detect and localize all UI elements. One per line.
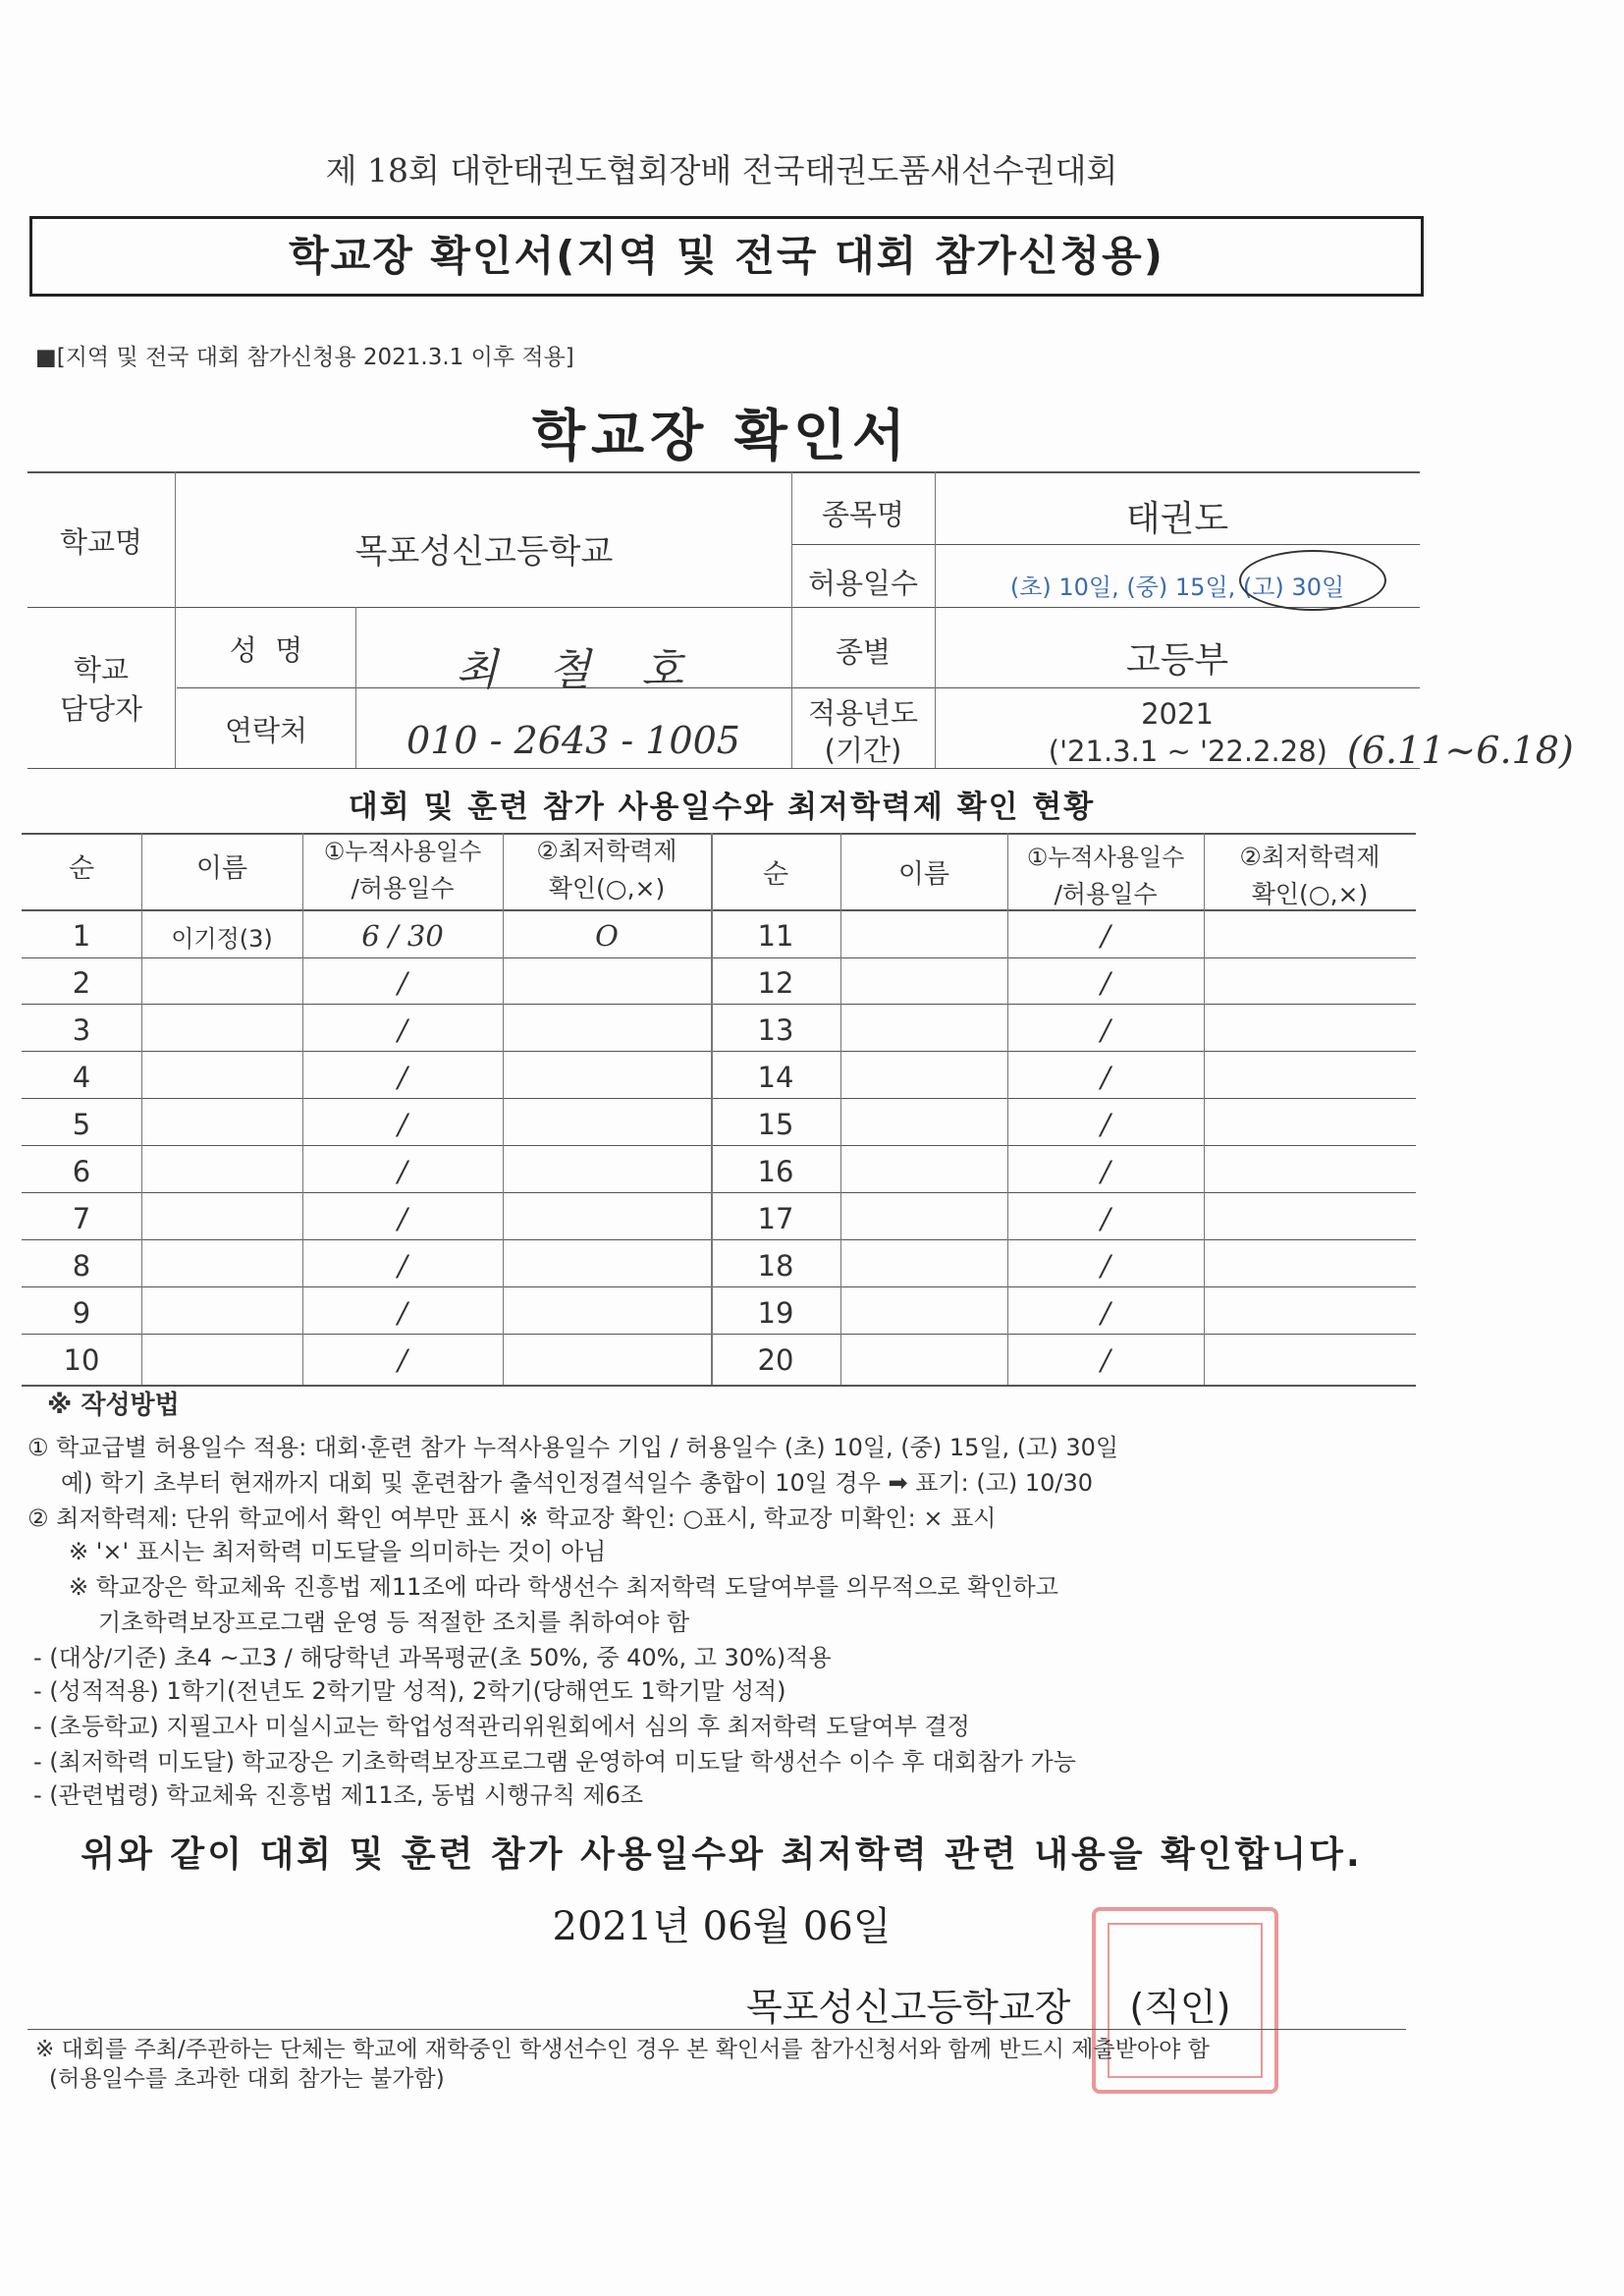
row-number: 5 [72, 1108, 91, 1141]
handwritten-period: (6.11~6.18) [1347, 729, 1574, 772]
row-number: 14 [757, 1061, 794, 1094]
header-days-right-1: ①누적사용일수 [1026, 844, 1185, 871]
row-number: 18 [757, 1249, 794, 1283]
header-days-left-1: ①누적사용일수 [323, 838, 482, 865]
guide-line: - (최저학력 미도달) 학교장은 기초학력보장프로그램 운영하여 미도달 학생선수 이수 후 대회참가 가능 [33, 1748, 1076, 1776]
row-days-used: / [398, 1202, 407, 1235]
row-number: 3 [72, 1013, 91, 1047]
row-days-used: / [1101, 1343, 1110, 1377]
row-days-used: 6 / 30 [361, 919, 444, 953]
row-days-used: / [398, 1108, 407, 1141]
guide-line: ※ '×' 표시는 최저학력 미도달을 의미하는 것이 아님 [69, 1538, 607, 1565]
row-days-used: / [1101, 919, 1110, 953]
row-days-used: / [398, 1013, 407, 1047]
row-number: 9 [72, 1296, 91, 1330]
row-number: 6 [72, 1155, 91, 1188]
year-value: 2021 [1141, 697, 1214, 731]
staff-label-line2: 담당자 [59, 692, 143, 726]
school-label: 학교명 [59, 525, 143, 559]
guide-heading: ※ 작성방법 [47, 1391, 180, 1420]
circled-high-school-mark [1239, 550, 1386, 611]
header-days-left-2: /허용일수 [351, 874, 455, 902]
row-number: 1 [72, 919, 91, 953]
header-name-left: 이름 [195, 853, 248, 884]
event-title: 제 18회 대한태권도협회장배 전국태권도품새선수권대회 [325, 151, 1118, 190]
guide-line: ② 최저학력제: 단위 학교에서 확인 여부만 표시 ※ 학교장 확인: ○표시, 학교장 미확인: × 표시 [27, 1504, 997, 1532]
row-days-used: / [1101, 1155, 1110, 1188]
header-academic-right-2: 확인(○,×) [1251, 880, 1369, 908]
row-number: 20 [757, 1343, 794, 1377]
guide-line: - (대상/기준) 초4 ~고3 / 해당학년 과목평균(초 50%, 중 40%, 고 30%)적용 [33, 1644, 832, 1671]
row-days-used: / [1101, 1061, 1110, 1094]
signer-name: 목포성신고등학교장 [746, 1986, 1071, 2029]
seal-label: (직인) [1129, 1986, 1231, 2029]
row-days-used: / [1101, 1249, 1110, 1283]
row-days-used: / [398, 1061, 407, 1094]
allowed-days-label: 허용일수 [807, 567, 919, 600]
signer-line [746, 1977, 1230, 2031]
row-number: 10 [63, 1343, 100, 1377]
row-number: 15 [757, 1108, 794, 1141]
guide-line: - (초등학교) 지필고사 미실시교는 학업성적관리위원회에서 심의 후 최저학력 도달여부 결정 [33, 1713, 970, 1740]
row-days-used: / [1101, 1108, 1110, 1141]
row-number: 11 [757, 919, 794, 953]
row-number: 19 [757, 1296, 794, 1330]
status-section-title: 대회 및 훈련 참가 사용일수와 최저학력제 확인 현황 [348, 790, 1096, 825]
header-name-right: 이름 [897, 859, 950, 890]
row-days-used: / [398, 1249, 407, 1283]
notice-text: ■[지역 및 전국 대회 참가신청용 2021.3.1 이후 적용] [35, 345, 574, 370]
period-value: ('21.3.1 ~ '22.2.28) [1048, 735, 1327, 768]
header-academic-right-1: ②최저학력제 [1239, 843, 1380, 871]
guide-line: - (성적적용) 1학기(전년도 2학기말 성적), 2학기(당해연도 1학기말 성적) [33, 1677, 786, 1705]
contact-label: 연락처 [224, 714, 308, 747]
confirmation-statement: 위와 같이 대회 및 훈련 참가 사용일수와 최저학력 관련 내용을 확인합니다. [81, 1834, 1363, 1875]
header-no-right: 순 [762, 859, 789, 890]
contact-handwritten: 010 - 2643 - 1005 [406, 719, 740, 762]
row-days-used: / [1101, 1296, 1110, 1330]
row-number: 12 [757, 966, 794, 1000]
footnote [35, 2035, 1210, 2094]
guide-line: ※ 학교장은 학교체육 진흥법 제11조에 따라 학생선수 최저학력 도달여부를 의무적으로 확인하고 [69, 1573, 1058, 1601]
row-days-used: / [398, 966, 407, 1000]
sport-label: 종목명 [821, 498, 905, 531]
year-label-line2: (기간) [824, 734, 902, 767]
allowed-days-value: (초) 10일, (중) 15일, (고) 30일 [1009, 574, 1345, 601]
staff-name-handwritten: 최 철 호 [456, 645, 691, 695]
form-title: 학교장 확인서(지역 및 전국 대회 참가신청용) [29, 216, 1424, 297]
row-number: 4 [72, 1061, 91, 1094]
name-label: 성 명 [229, 633, 303, 667]
guide-line: ① 학교급별 허용일수 적용: 대회·훈련 참가 누적사용일수 기입 / 허용일수 (초) 10일, (중) 15일, (고) 30일 [27, 1434, 1119, 1461]
row-days-used: / [398, 1296, 407, 1330]
row-days-used: / [1101, 1202, 1110, 1235]
school-value: 목포성신고등학교 [354, 532, 614, 572]
guide-line: 기초학력보장프로그램 운영 등 적절한 조치를 취하여야 함 [98, 1609, 690, 1636]
header-academic-left-1: ②최저학력제 [536, 837, 677, 865]
sport-value: 태권도 [1125, 499, 1229, 539]
row-number: 2 [72, 966, 91, 1000]
row-days-used: / [1101, 1013, 1110, 1047]
row-student-name: 이기정(3) [171, 925, 273, 953]
row-number: 17 [757, 1202, 794, 1235]
staff-label-line1: 학교 [73, 653, 130, 686]
division-value: 고등부 [1125, 640, 1229, 681]
row-number: 8 [72, 1249, 91, 1283]
row-number: 16 [757, 1155, 794, 1188]
year-label-line1: 적용년도 [807, 696, 919, 730]
footnote-line1: ※ 대회를 주최/주관하는 단체는 학교에 재학중인 학생선수인 경우 본 확인서를 참가신청서와 함께 반드시 제출받아야 함 [35, 2037, 1210, 2062]
footer-divider [27, 2029, 1406, 2030]
guide-line: 예) 학기 초부터 현재까지 대회 및 훈련참가 출석인정결석일수 총합이 10일 경우 ➡ 표기: (고) 10/30 [61, 1469, 1094, 1497]
guide-line: - (관련법령) 학교체육 진흥법 제11조, 동법 시행규칙 제6조 [33, 1781, 644, 1809]
row-days-used: / [398, 1155, 407, 1188]
footnote-line2: (허용일수를 초과한 대회 참가는 불가함) [49, 2066, 445, 2092]
row-days-used: / [398, 1343, 407, 1377]
row-days-used: / [1101, 966, 1110, 1000]
division-label: 종별 [835, 635, 892, 669]
row-academic-check: O [595, 919, 619, 953]
header-no-left: 순 [68, 853, 95, 884]
header-days-right-2: /허용일수 [1054, 880, 1158, 908]
row-number: 7 [72, 1202, 91, 1235]
issue-date: 2021년 06월 06일 [552, 1904, 892, 1949]
row-number: 13 [757, 1013, 794, 1047]
header-academic-left-2: 확인(○,×) [548, 874, 666, 902]
document-title: 학교장 확인서 [531, 405, 912, 468]
